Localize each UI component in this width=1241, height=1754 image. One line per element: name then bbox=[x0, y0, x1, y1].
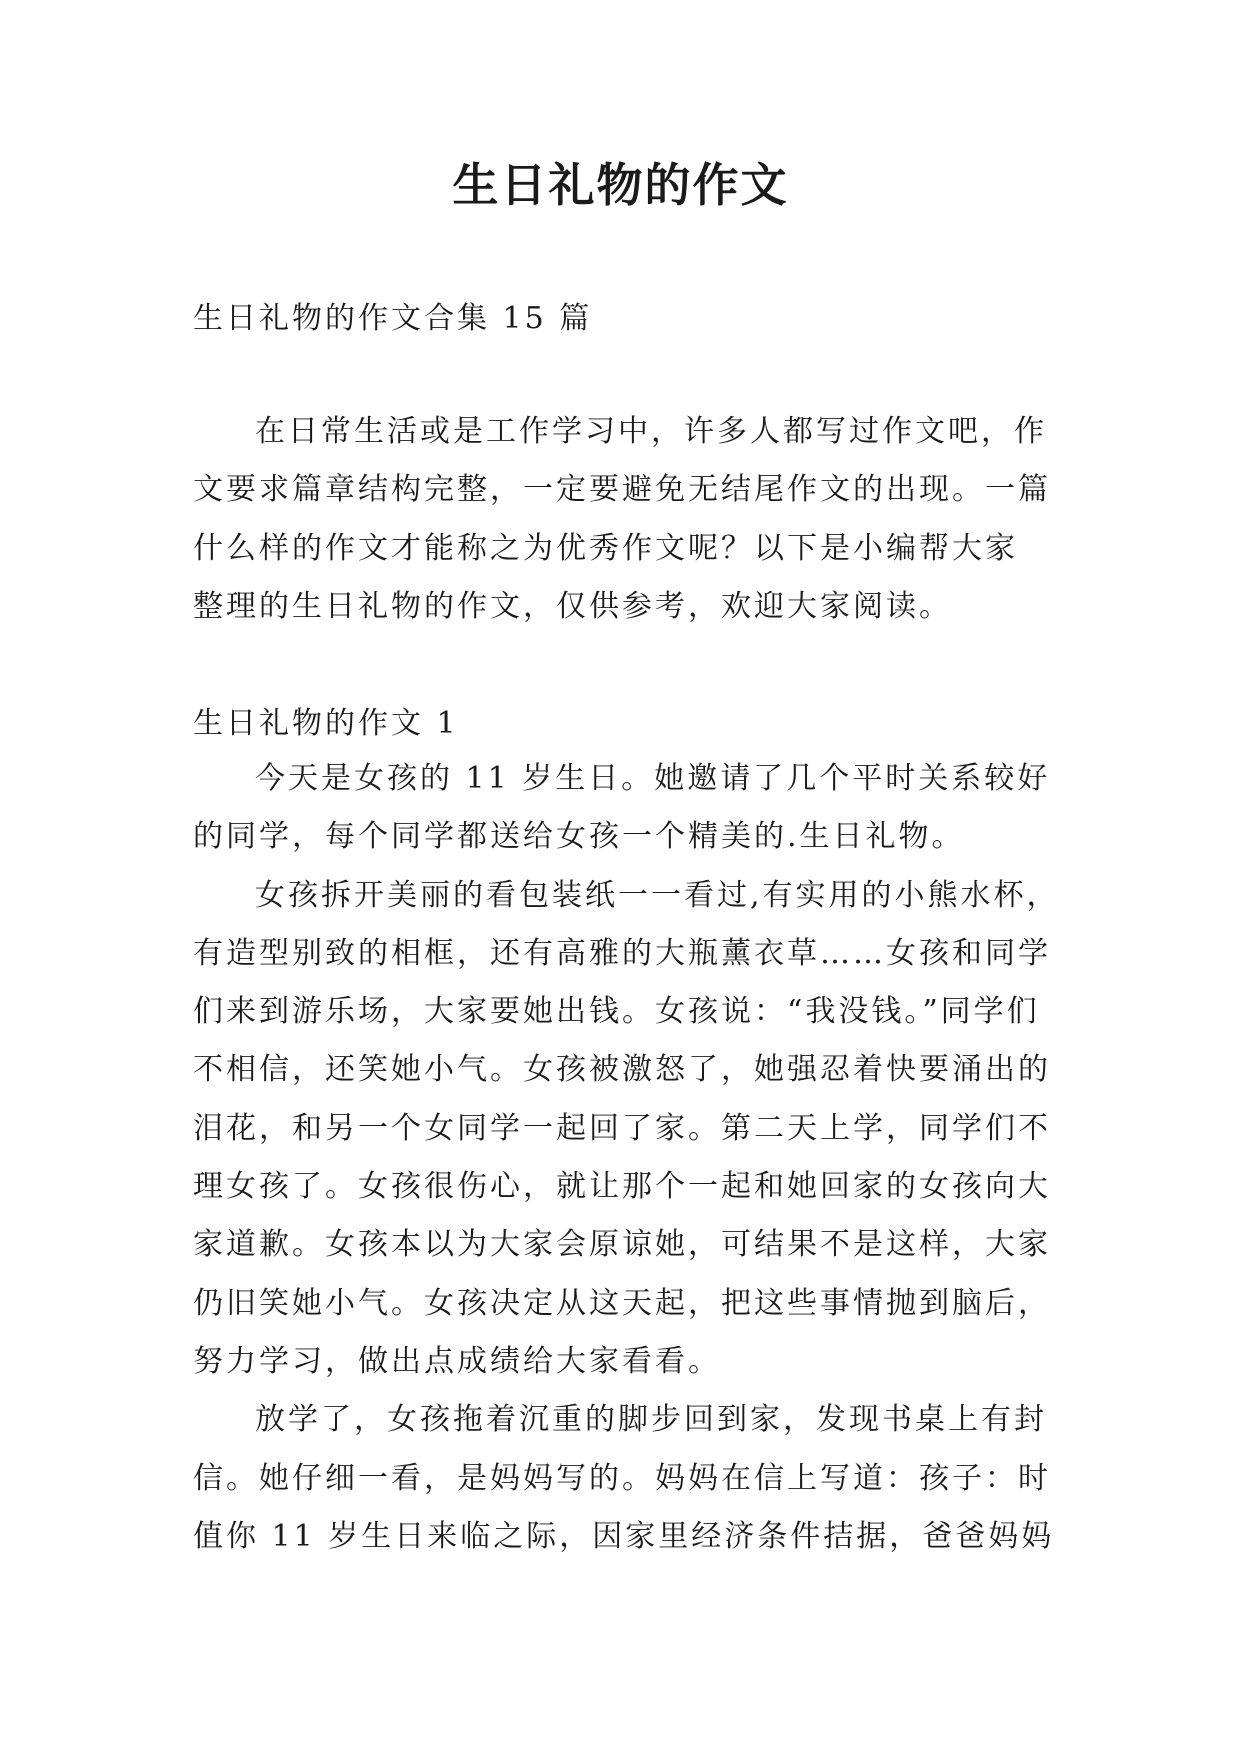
section-heading-text: 生日礼物的作文 1 bbox=[193, 706, 459, 741]
intro-paragraph bbox=[193, 403, 1053, 636]
story-line: 仍旧笑她小气。女孩决定从这天起，把这些事情抛到脑后， bbox=[193, 1285, 1051, 1321]
story-line: 的同学，每个同学都送给女孩一个精美的.生日礼物。 bbox=[193, 819, 965, 855]
story-line: 信。她仔细一看，是妈妈写的。妈妈在信上写道：孩子：时 bbox=[193, 1460, 1051, 1496]
intro-line: 整理的生日礼物的作文，仅供参考，欢迎大家阅读。 bbox=[193, 588, 952, 624]
story-line: 泪花，和另一个女同学一起回了家。第二天上学，同学们不 bbox=[193, 1110, 1051, 1146]
story-line: 放学了，女孩拖着沉重的脚步回到家，发现书桌上有封 bbox=[255, 1402, 1047, 1438]
story-line: 家道歉。女孩本以为大家会原谅她，可结果不是这样，大家 bbox=[193, 1227, 1051, 1263]
section-heading bbox=[193, 695, 1053, 753]
document-title: 生日礼物的作文 bbox=[452, 158, 789, 212]
intro-line: 什么样的作文才能称之为优秀作文呢？以下是小编帮大家 bbox=[193, 530, 1018, 566]
story-body bbox=[193, 750, 1060, 1566]
story-line: 理女孩了。女孩很伤心，就让那个一起和她回家的女孩向大 bbox=[193, 1169, 1051, 1205]
story-line: 不相信，还笑她小气。女孩被激怒了，她强忍着快要涌出的 bbox=[193, 1052, 1051, 1088]
intro-line: 文要求篇章结构完整，一定要避免无结尾作文的出现。一篇 bbox=[193, 472, 1051, 508]
document-subtitle bbox=[193, 290, 1053, 348]
subtitle-line: 生日礼物的作文合集 15 篇 bbox=[193, 301, 593, 336]
intro-line: 在日常生活或是工作学习中，许多人都写过作文吧，作 bbox=[255, 414, 1047, 449]
story-line: 努力学习，做出点成绩给大家看看。 bbox=[193, 1343, 721, 1379]
story-line: 们来到游乐场，大家要她出钱。女孩说：“我没钱。”同学们 bbox=[193, 994, 1040, 1030]
story-line: 值你 11 岁生日来临之际，因家里经济条件拮据，爸爸妈妈 bbox=[193, 1518, 1055, 1554]
story-line: 女孩拆开美丽的看包装纸一一看过,有实用的小熊水杯， bbox=[255, 877, 1060, 913]
story-line: 有造型别致的相框，还有高雅的大瓶薰衣草……女孩和同学 bbox=[193, 935, 1051, 971]
story-line: 今天是女孩的 11 岁生日。她邀请了几个平时关系较好 bbox=[255, 761, 1051, 796]
